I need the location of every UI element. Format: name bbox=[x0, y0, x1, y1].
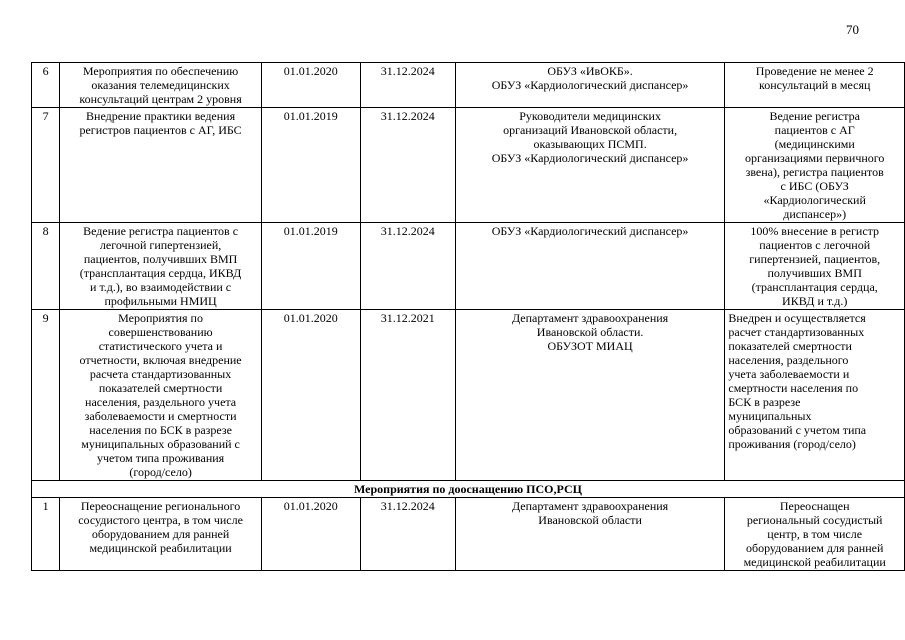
cell-line: и т.д.), во взаимодействии с bbox=[90, 280, 232, 294]
cell-line: Руководители медицинских bbox=[519, 109, 661, 123]
measure-name bbox=[60, 498, 262, 571]
row-number: 7 bbox=[32, 108, 60, 223]
cell-line: БСК в разрезе bbox=[728, 395, 801, 409]
executor bbox=[455, 63, 725, 108]
cell-line: оказания телемедицинских bbox=[91, 78, 230, 92]
cell-line: звена), регистра пациентов bbox=[745, 165, 884, 179]
cell-line: населения, раздельного bbox=[728, 353, 849, 367]
cell-line: (медицинскими bbox=[774, 137, 855, 151]
cell-line: ОБУЗ «Кардиологический диспансер» bbox=[491, 151, 689, 165]
cell-line: получивших ВМП bbox=[767, 266, 862, 280]
table-row bbox=[32, 498, 905, 571]
measure-name bbox=[60, 63, 262, 108]
cell-line: пациентов с АГ bbox=[774, 123, 855, 137]
cell-line: статистического учета и bbox=[98, 339, 223, 353]
cell-line: ИКВД и т.д.) bbox=[782, 294, 848, 308]
cell-line: 100% внесение в регистр bbox=[750, 224, 880, 238]
result bbox=[725, 223, 905, 310]
cell-line: «Кардиологический bbox=[763, 193, 866, 207]
cell-line: ОБУЗ «Кардиологический диспансер» bbox=[491, 224, 689, 238]
cell-line: с ИБС (ОБУЗ bbox=[780, 179, 849, 193]
executor bbox=[455, 108, 725, 223]
cell-line: Мероприятия по обеспечению bbox=[82, 64, 239, 78]
cell-line: пациентов, получивших ВМП bbox=[83, 252, 238, 266]
cell-line: учетом типа проживания bbox=[96, 451, 225, 465]
cell-line: Переоснащение регионального bbox=[80, 499, 241, 513]
start-date: 01.01.2020 bbox=[261, 498, 360, 571]
executor bbox=[455, 310, 725, 481]
result bbox=[725, 63, 905, 108]
cell-line: гипертензией, пациентов, bbox=[749, 252, 881, 266]
section-row bbox=[32, 481, 905, 498]
cell-line: учета заболеваемости и bbox=[728, 367, 850, 381]
cell-line: ОБУЗОТ МИАЦ bbox=[547, 339, 633, 353]
cell-line: заболеваемости и смертности bbox=[84, 409, 237, 423]
cell-line: смертности населения по bbox=[728, 381, 859, 395]
cell-line: показателей смертности bbox=[728, 339, 852, 353]
cell-line: Ивановской области. bbox=[536, 325, 644, 339]
start-date: 01.01.2019 bbox=[261, 223, 360, 310]
row-number: 8 bbox=[32, 223, 60, 310]
cell-line: оказывающих ПСМП. bbox=[533, 137, 647, 151]
cell-line: медицинской реабилитации bbox=[89, 541, 232, 555]
cell-line: оборудованием для ранней bbox=[745, 541, 884, 555]
cell-line: организациями первичного bbox=[744, 151, 885, 165]
cell-line: Ведение регистра пациентов с bbox=[83, 224, 239, 238]
row-number: 9 bbox=[32, 310, 60, 481]
cell-line: расчет стандартизованных bbox=[728, 325, 865, 339]
cell-line: ОБУЗ «ИвОКБ». bbox=[547, 64, 633, 78]
executor bbox=[455, 223, 725, 310]
cell-line: Департамент здравоохранения bbox=[511, 311, 669, 325]
cell-line: отчетности, включая внедрение bbox=[79, 353, 242, 367]
cell-line: диспансер») bbox=[783, 207, 847, 221]
end-date: 31.12.2021 bbox=[360, 310, 455, 481]
cell-line: легочной гипертензией, bbox=[99, 238, 222, 252]
table-row bbox=[32, 108, 905, 223]
table-row bbox=[32, 310, 905, 481]
cell-line: организаций Ивановской области, bbox=[503, 123, 678, 137]
cell-line: проживания (город/село) bbox=[728, 437, 856, 451]
page-number: 70 bbox=[846, 22, 859, 37]
start-date: 01.01.2020 bbox=[261, 310, 360, 481]
cell-line: (трансплантация сердца, bbox=[751, 280, 878, 294]
measure-name bbox=[60, 310, 262, 481]
cell-line: (город/село) bbox=[129, 465, 192, 479]
cell-line: Департамент здравоохранения bbox=[511, 499, 669, 513]
start-date: 01.01.2019 bbox=[261, 108, 360, 223]
cell-line: профильными НМИЦ bbox=[104, 294, 217, 308]
cell-line: оборудованием для ранней bbox=[91, 527, 230, 541]
result bbox=[725, 310, 905, 481]
cell-line: муниципальных образований с bbox=[81, 437, 240, 451]
result bbox=[725, 108, 905, 223]
cell-line: показателей смертности bbox=[98, 381, 223, 395]
end-date: 31.12.2024 bbox=[360, 498, 455, 571]
end-date: 31.12.2024 bbox=[360, 108, 455, 223]
cell-line: Ивановской области bbox=[538, 513, 642, 527]
row-number: 1 bbox=[32, 498, 60, 571]
measures-table bbox=[31, 62, 905, 571]
cell-line: Переоснащен bbox=[779, 499, 850, 513]
cell-line: муниципальных bbox=[728, 409, 812, 423]
start-date: 01.01.2020 bbox=[261, 63, 360, 108]
cell-line: ОБУЗ «Кардиологический диспансер» bbox=[491, 78, 689, 92]
cell-line: сосудистого центра, в том числе bbox=[78, 513, 243, 527]
measure-name bbox=[60, 108, 262, 223]
cell-line: населения, раздельного учета bbox=[85, 395, 237, 409]
cell-line: Внедрен и осуществляется bbox=[728, 311, 866, 325]
cell-line: образований с учетом типа bbox=[728, 423, 867, 437]
result bbox=[725, 498, 905, 571]
cell-line: Проведение не менее 2 bbox=[755, 64, 874, 78]
section-title: Мероприятия по дооснащению ПСО,РСЦ bbox=[32, 481, 905, 498]
cell-line: Внедрение практики ведения bbox=[86, 109, 236, 123]
cell-line: Мероприятия по bbox=[118, 311, 203, 325]
measure-name bbox=[60, 223, 262, 310]
end-date: 31.12.2024 bbox=[360, 63, 455, 108]
cell-line: консультаций в месяц bbox=[758, 78, 871, 92]
cell-line: расчета стандартизованных bbox=[89, 367, 232, 381]
cell-line: пациентов с легочной bbox=[759, 238, 871, 252]
cell-line: центр, в том числе bbox=[767, 527, 863, 541]
cell-line: региональный сосудистый bbox=[746, 513, 883, 527]
end-date: 31.12.2024 bbox=[360, 223, 455, 310]
executor bbox=[455, 498, 725, 571]
table-row bbox=[32, 223, 905, 310]
cell-line: консультаций центрам 2 уровня bbox=[79, 92, 242, 106]
cell-line: медицинской реабилитации bbox=[743, 555, 886, 569]
cell-line: населения по БСК в разрезе bbox=[89, 423, 232, 437]
table-row bbox=[32, 63, 905, 108]
cell-line: (трансплантация сердца, ИКВД bbox=[79, 266, 242, 280]
cell-line: совершенствованию bbox=[108, 325, 213, 339]
row-number: 6 bbox=[32, 63, 60, 108]
cell-line: регистров пациентов с АГ, ИБС bbox=[79, 123, 242, 137]
cell-line: Ведение регистра bbox=[769, 109, 860, 123]
